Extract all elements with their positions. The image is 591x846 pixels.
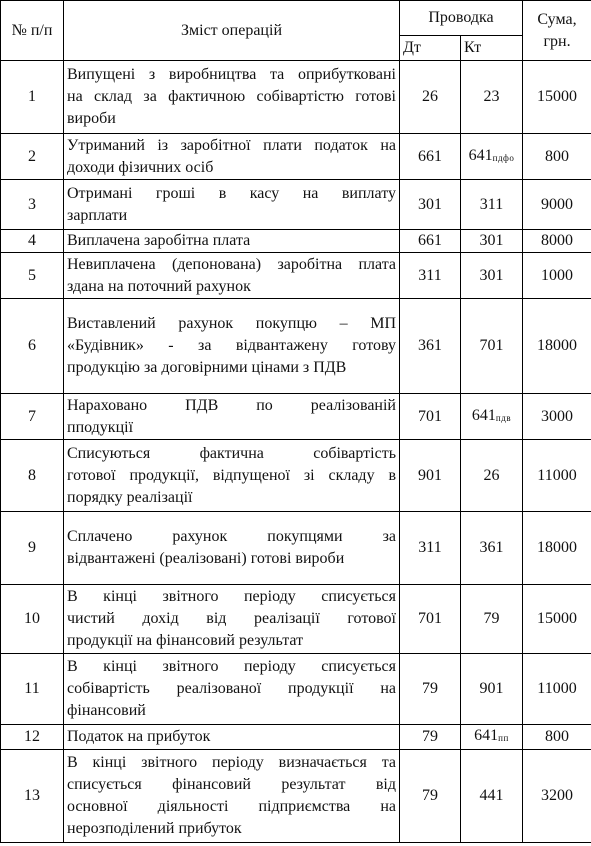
row-sum: 11000 bbox=[523, 654, 591, 725]
row-number: 5 bbox=[1, 253, 64, 299]
row-credit bbox=[461, 750, 523, 843]
operations-body bbox=[1, 61, 591, 843]
row-description bbox=[64, 61, 400, 134]
credit-account: 901 bbox=[479, 680, 504, 697]
row-description bbox=[64, 440, 400, 512]
row-debit: 301 bbox=[400, 180, 461, 230]
credit-subaccount: пдфо bbox=[492, 152, 515, 163]
row-number: 8 bbox=[1, 440, 64, 512]
row-sum: 18000 bbox=[523, 299, 591, 394]
credit-account: 301 bbox=[479, 232, 504, 249]
row-number: 1 bbox=[1, 61, 64, 134]
table-row bbox=[1, 299, 591, 394]
header-number: № п/п bbox=[1, 1, 64, 61]
row-sum: 18000 bbox=[523, 512, 591, 585]
description-line: Списуються фактична собівартість bbox=[67, 444, 396, 462]
credit-account: 641 bbox=[471, 406, 496, 424]
table-row bbox=[1, 253, 591, 299]
description-line: В кінці звітного періоду списується bbox=[67, 658, 396, 675]
row-sum: 1000 bbox=[523, 253, 591, 299]
row-sum: 3000 bbox=[523, 394, 591, 440]
header-sum-label: Сума, грн. bbox=[537, 10, 577, 50]
table-row bbox=[1, 394, 591, 440]
table-row bbox=[1, 750, 591, 843]
description-line: пподукції bbox=[67, 418, 134, 436]
row-number: 11 bbox=[1, 654, 64, 725]
description-line: Отримані гроші в касу на виплату bbox=[67, 184, 396, 202]
description-line: Випущені з виробництва та оприбутковані bbox=[67, 66, 396, 83]
description-line: продукції на фінансовий результат bbox=[67, 632, 304, 649]
row-credit bbox=[461, 654, 523, 725]
credit-account: 641 bbox=[474, 727, 499, 744]
row-description bbox=[64, 134, 400, 180]
credit-account: 79 bbox=[483, 610, 500, 627]
credit-account: 441 bbox=[479, 787, 504, 804]
description-line: готової продукції, відпущеної зі складу в bbox=[67, 466, 396, 484]
row-number: 2 bbox=[1, 134, 64, 180]
description-line: доходи фізичних осіб bbox=[67, 158, 214, 176]
description-line: Утриманий із заробітної плати податок на bbox=[67, 136, 396, 154]
row-debit: 311 bbox=[400, 253, 461, 299]
row-number: 9 bbox=[1, 512, 64, 585]
row-debit: 701 bbox=[400, 585, 461, 654]
row-number: 12 bbox=[1, 725, 64, 750]
description-line: Невиплачена (депонована) заробітна плата bbox=[67, 255, 396, 273]
row-sum: 9000 bbox=[523, 180, 591, 230]
row-number: 13 bbox=[1, 750, 64, 843]
row-credit bbox=[461, 512, 523, 585]
description-line: чистий дохід від реалізації готової bbox=[67, 610, 396, 627]
description-line: порядку реалізації bbox=[67, 488, 193, 506]
row-debit: 661 bbox=[400, 230, 461, 253]
row-credit bbox=[461, 440, 523, 512]
table-row bbox=[1, 725, 591, 750]
row-description bbox=[64, 654, 400, 725]
row-number: 10 bbox=[1, 585, 64, 654]
description-line: В кінці звітного періоду списується bbox=[67, 588, 396, 605]
description-line: відвантажені (реалізовані) готові вироби bbox=[67, 550, 345, 567]
row-description bbox=[64, 299, 400, 394]
credit-account: 361 bbox=[479, 539, 504, 556]
description-line: зарплати bbox=[67, 206, 128, 224]
table-row bbox=[1, 180, 591, 230]
header-debit: Дт bbox=[400, 36, 461, 61]
description-line: Виставлений рахунок покупцю – МП bbox=[67, 315, 396, 332]
row-sum: 15000 bbox=[523, 61, 591, 134]
row-debit: 361 bbox=[400, 299, 461, 394]
row-description bbox=[64, 180, 400, 230]
row-number: 6 bbox=[1, 299, 64, 394]
description-line: Виплачена заробітна плата bbox=[67, 232, 251, 249]
description-line: Податок на прибуток bbox=[67, 728, 211, 745]
row-number: 7 bbox=[1, 394, 64, 440]
row-credit bbox=[461, 230, 523, 253]
row-description bbox=[64, 394, 400, 440]
header-content: Зміст операцій bbox=[64, 1, 400, 61]
description-line: Сплачено рахунок покупцями за bbox=[67, 528, 396, 545]
row-credit bbox=[461, 180, 523, 230]
row-debit: 79 bbox=[400, 725, 461, 750]
row-description bbox=[64, 253, 400, 299]
row-sum: 3200 bbox=[523, 750, 591, 843]
row-sum: 800 bbox=[523, 134, 591, 180]
table-row bbox=[1, 585, 591, 654]
row-number: 4 bbox=[1, 230, 64, 253]
credit-account: 23 bbox=[483, 88, 500, 105]
credit-account: 311 bbox=[479, 195, 504, 213]
row-credit bbox=[461, 394, 523, 440]
row-credit bbox=[461, 725, 523, 750]
header-posting: Проводка bbox=[400, 1, 523, 36]
description-line: В кінці звітного періоду визначається та bbox=[67, 754, 396, 771]
credit-account: 26 bbox=[483, 466, 500, 484]
row-description bbox=[64, 512, 400, 585]
header-credit: Кт bbox=[461, 36, 523, 61]
row-credit bbox=[461, 299, 523, 394]
table-row bbox=[1, 440, 591, 512]
row-debit: 79 bbox=[400, 654, 461, 725]
description-line: основної діяльності підприємства на bbox=[67, 798, 396, 815]
row-number: 3 bbox=[1, 180, 64, 230]
row-sum: 8000 bbox=[523, 230, 591, 253]
description-line: вироби bbox=[67, 110, 116, 127]
description-line: Нараховано ПДВ по реалізованій bbox=[67, 396, 396, 414]
row-description bbox=[64, 750, 400, 843]
row-description bbox=[64, 725, 400, 750]
row-sum: 15000 bbox=[523, 585, 591, 654]
row-debit: 661 bbox=[400, 134, 461, 180]
description-line: нерозподілений прибуток bbox=[67, 820, 242, 837]
row-description bbox=[64, 585, 400, 654]
credit-account: 701 bbox=[479, 337, 504, 354]
row-credit bbox=[461, 61, 523, 134]
row-sum: 11000 bbox=[523, 440, 591, 512]
table-row bbox=[1, 654, 591, 725]
row-sum: 800 bbox=[523, 725, 591, 750]
description-line: здана на поточний рахунок bbox=[67, 277, 251, 295]
row-credit bbox=[461, 253, 523, 299]
row-credit bbox=[461, 585, 523, 654]
credit-account: 301 bbox=[479, 266, 504, 284]
description-line: продукцію за договірними цінами з ПДВ bbox=[67, 359, 347, 376]
description-line: на склад за фактичною собівартістю готові bbox=[67, 88, 396, 105]
description-line: списується фінансовий результат від bbox=[67, 776, 396, 793]
description-line: собівартість реалізованої продукції на bbox=[67, 680, 396, 697]
table-row bbox=[1, 230, 591, 253]
table-row bbox=[1, 512, 591, 585]
table-row bbox=[1, 134, 591, 180]
row-debit: 79 bbox=[400, 750, 461, 843]
row-debit: 26 bbox=[400, 61, 461, 134]
credit-account: 641 bbox=[468, 146, 493, 164]
row-debit: 701 bbox=[400, 394, 461, 440]
credit-subaccount: пп bbox=[498, 733, 509, 743]
description-line: фінансовий bbox=[67, 702, 146, 719]
row-debit: 311 bbox=[400, 512, 461, 585]
description-line: «Будівник» - за відвантажену готову bbox=[67, 337, 396, 354]
header-sum bbox=[523, 1, 591, 61]
credit-subaccount: пдв bbox=[495, 412, 512, 423]
table-row bbox=[1, 61, 591, 134]
row-debit: 901 bbox=[400, 440, 461, 512]
row-credit bbox=[461, 134, 523, 180]
row-description bbox=[64, 230, 400, 253]
